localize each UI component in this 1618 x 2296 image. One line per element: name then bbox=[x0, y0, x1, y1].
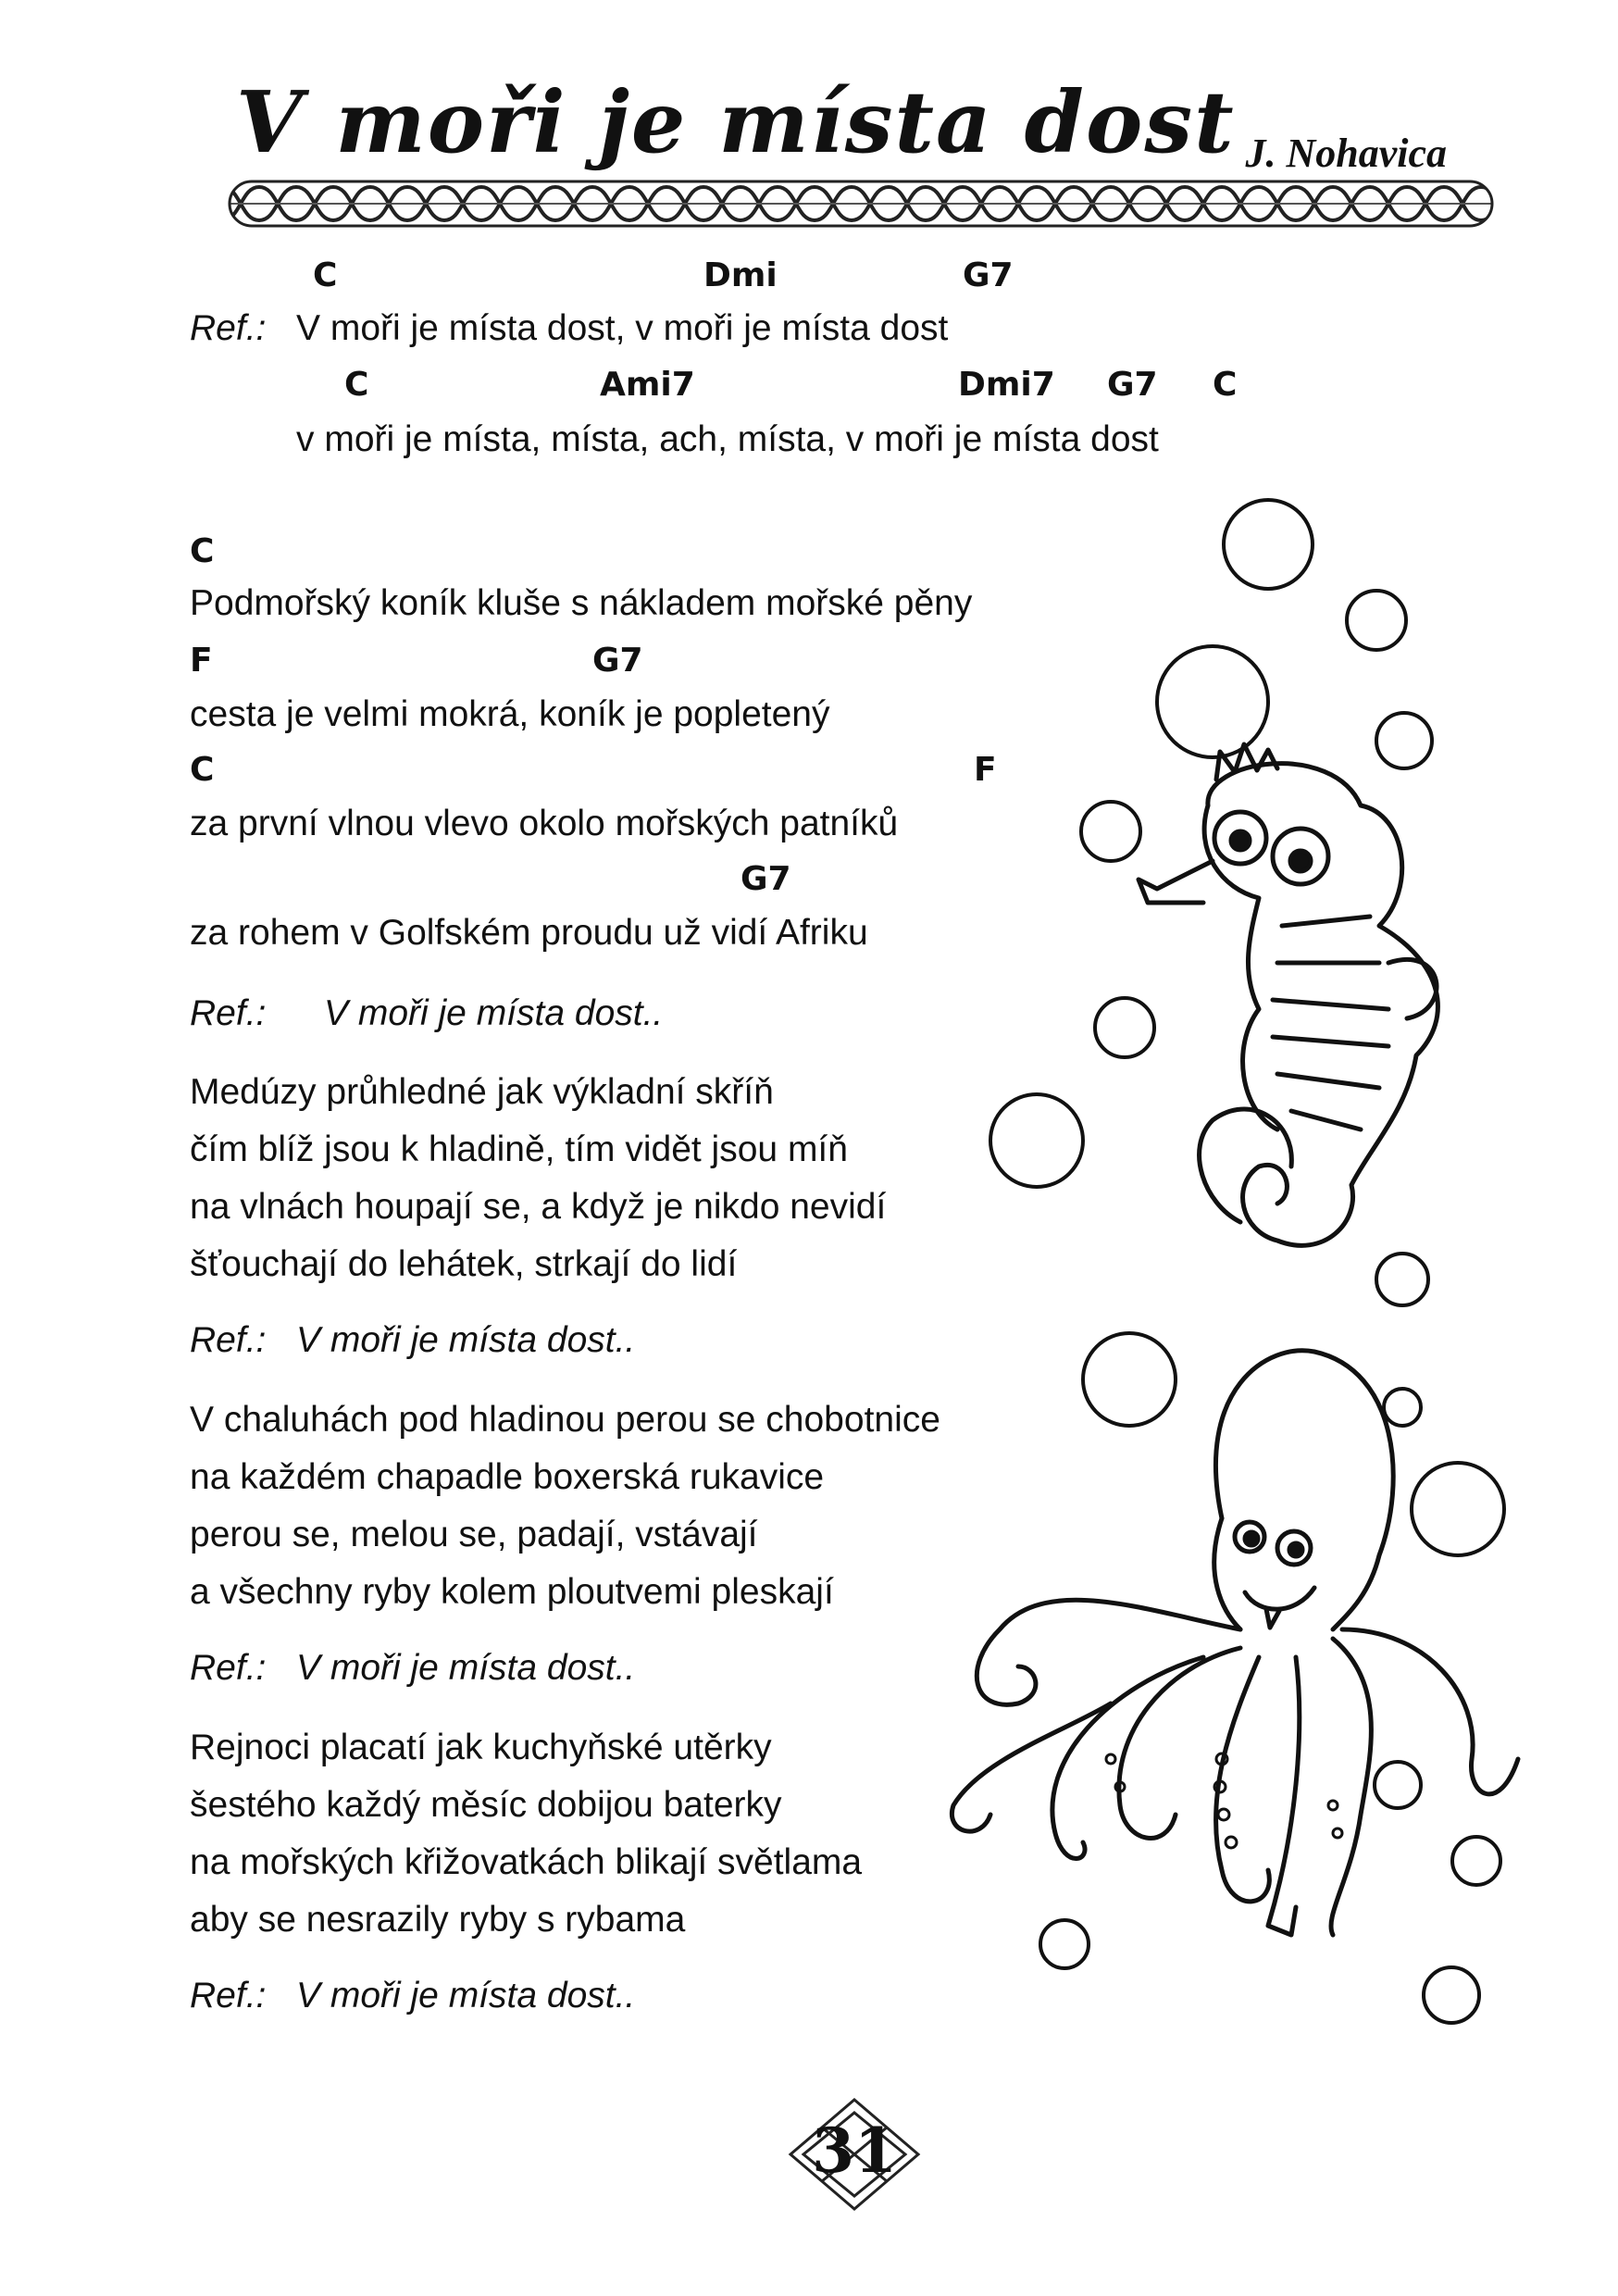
refrain-line: v moři je místa, místa, ach, místa, v moři je místa dost bbox=[296, 419, 1159, 459]
verse-line: za první vlnou vlevo okolo mořských patníků bbox=[190, 804, 899, 843]
verse-line: šťouchají do lehátek, strkají do lidí bbox=[190, 1244, 738, 1284]
refrain-short: V moři je místa dost.. bbox=[324, 993, 664, 1033]
chord: F bbox=[974, 751, 997, 789]
verse-line: a všechny ryby kolem ploutvemi pleskají bbox=[190, 1572, 834, 1612]
refrain-short: V moři je místa dost.. bbox=[296, 1648, 636, 1688]
chord: G7 bbox=[1107, 366, 1158, 404]
verse-line: Medúzy průhledné jak výkladní skříň bbox=[190, 1072, 774, 1112]
verse-line: perou se, melou se, padají, vstávají bbox=[190, 1515, 758, 1554]
chord: C bbox=[190, 532, 215, 570]
chord: G7 bbox=[592, 642, 643, 680]
refrain-label: Ref.: bbox=[190, 993, 267, 1033]
seahorse-icon bbox=[1139, 744, 1438, 1245]
refrain-short: V moři je místa dost.. bbox=[296, 1320, 636, 1360]
verse-line: za rohem v Golfském proudu už vidí Afriku bbox=[190, 913, 868, 953]
chord: C bbox=[313, 256, 338, 294]
verse-line: V chaluhách pod hladinou perou se chobotnice bbox=[190, 1400, 940, 1440]
page-number-badge bbox=[785, 2094, 924, 2215]
refrain-line: V moři je místa dost, v moři je místa dost bbox=[296, 308, 949, 348]
refrain-short: V moři je místa dost.. bbox=[296, 1976, 636, 2015]
verse-line: Rejnoci placatí jak kuchyňské utěrky bbox=[190, 1728, 772, 1767]
refrain-label: Ref.: bbox=[190, 1320, 267, 1360]
chord: Dmi bbox=[703, 256, 778, 294]
verse-line: šestého každý měsíc dobijou baterky bbox=[190, 1785, 782, 1825]
chord: F bbox=[190, 642, 213, 680]
chord: C bbox=[190, 751, 215, 789]
verse-line: na vlnách houpají se, a když je nikdo nevidí bbox=[190, 1187, 887, 1227]
song-title: V moři je místa dost bbox=[236, 72, 1236, 172]
verse-line: na každém chapadle boxerská rukavice bbox=[190, 1457, 825, 1497]
verse-line: aby se nesrazily ryby s rybama bbox=[190, 1900, 686, 1940]
chord: C bbox=[344, 366, 369, 404]
refrain-label: Ref.: bbox=[190, 1648, 267, 1688]
chord: G7 bbox=[963, 256, 1014, 294]
octopus-icon bbox=[952, 1351, 1518, 1935]
verse-line: čím blíž jsou k hladině, tím vidět jsou míň bbox=[190, 1129, 848, 1169]
verse-line: na mořských křižovatkách blikají světlama bbox=[190, 1842, 863, 1882]
verse-line: Podmořský koník kluše s nákladem mořské pěny bbox=[190, 583, 973, 623]
chord: G7 bbox=[741, 860, 791, 898]
refrain-label: Ref.: bbox=[190, 308, 267, 348]
song-author: J. Nohavica bbox=[1245, 131, 1447, 176]
verse-line: cesta je velmi mokrá, koník je popletený bbox=[190, 694, 830, 734]
chord: Dmi7 bbox=[958, 366, 1055, 404]
page-number: 31 bbox=[812, 2115, 897, 2187]
chord: C bbox=[1213, 366, 1238, 404]
chord: Ami7 bbox=[600, 366, 695, 404]
refrain-label: Ref.: bbox=[190, 1976, 267, 2015]
bubble-icon bbox=[990, 500, 1504, 2023]
